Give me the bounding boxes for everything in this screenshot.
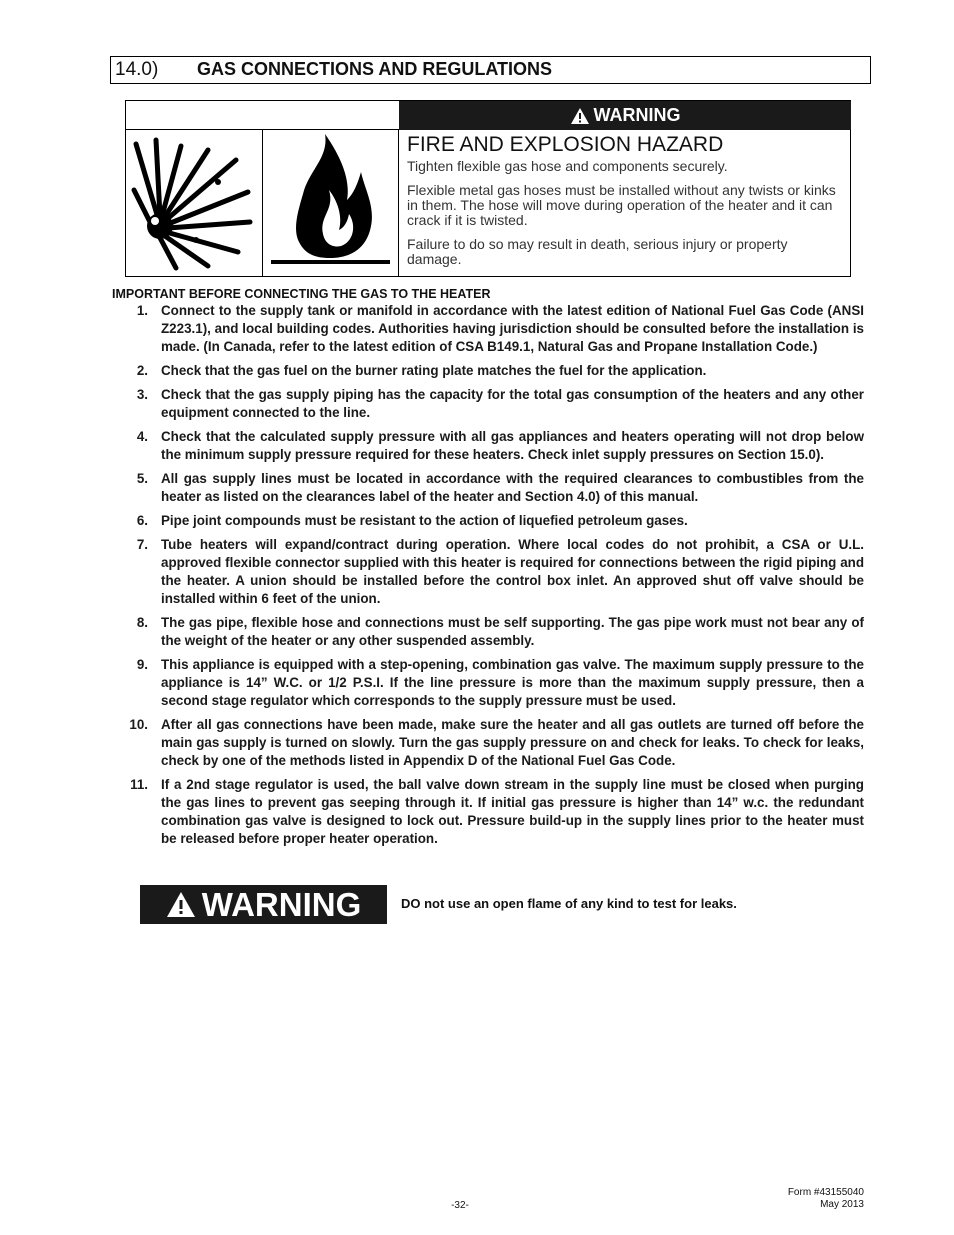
step-text: Check that the gas supply piping has the capacity for the total gas consumption of the heaters and any other equipment connected to the line. — [161, 387, 864, 420]
step-text: Connect to the supply tank or manifold in accordance with the latest edition of National Fuel Gas Code (ANSI Z223.1), and local building codes. Authorities having jurisdiction should be consulted before the installation is made. (In Canada, refer to the latest edition of CSA B149.1, Natural Gas and Propane Installation Code.) — [161, 303, 864, 354]
list-item — [112, 776, 864, 848]
list-item — [112, 716, 864, 770]
warning-label: WARNING — [593, 105, 681, 125]
step-number: 11. — [130, 777, 148, 792]
step-number: 1. — [136, 303, 148, 318]
hazard-paragraph-2: Flexible metal gas hoses must be installed without any twists or kinks in them. The hose will move during operation of the heater and it can crack if it is twisted. — [407, 182, 836, 228]
flame-icon — [263, 130, 398, 276]
explosion-pictogram — [126, 130, 263, 277]
flame-pictogram — [263, 130, 399, 277]
step-number: 2. — [136, 363, 148, 378]
step-number: 9. — [136, 657, 148, 672]
section-header — [110, 56, 871, 84]
step-text: After all gas connections have been made, make sure the heater and all gas outlets are turned off before the main gas supply is turned on slowly. Turn the gas supply pressure on and check for leaks. To check for leaks, check by one of the methods listed in Appendix D of the National Fuel Gas Code. — [161, 717, 864, 768]
list-item — [112, 428, 864, 464]
list-item — [112, 470, 864, 506]
form-date: May 2013 — [820, 1199, 864, 1210]
hazard-paragraph-3: Failure to do so may result in death, serious injury or property damage. — [407, 236, 788, 267]
hazard-warning-box — [125, 100, 851, 277]
bottom-warning-note: DO not use an open flame of any kind to test for leaks. — [401, 896, 737, 911]
form-number: Form #43155040 — [787, 1187, 864, 1198]
step-number: 8. — [136, 615, 148, 630]
step-text: Check that the gas fuel on the burner rating plate matches the fuel for the application. — [161, 363, 707, 378]
hazard-text — [407, 133, 845, 276]
step-number: 7. — [136, 537, 148, 552]
step-number: 3. — [136, 387, 148, 402]
step-text: Check that the calculated supply pressure with all gas appliances and heaters operating will not drop below the minimum supply pressure required for these heaters. Check inlet supply pressures on Section 15.0). — [161, 429, 864, 462]
steps-list — [112, 302, 864, 854]
warning-banner — [399, 101, 851, 130]
step-text: Pipe joint compounds must be resistant to the action of liquefied petroleum gases. — [161, 513, 688, 528]
step-text: Tube heaters will expand/contract during operation. Where local codes do not prohibit, a CSA or U.L. approved flexible connector supplied with this heater is required for connections between the rigid piping and the heater. A union should be installed before the control box inlet. An approved shut off valve should be installed within 6 feet of the union. — [161, 537, 864, 606]
step-number: 4. — [136, 429, 148, 444]
list-item — [112, 302, 864, 356]
alert-triangle-icon — [570, 107, 590, 125]
step-text: The gas pipe, flexible hose and connections must be self supporting. The gas pipe work must not bear any of the weight of the heater or any other suspended assembly. — [161, 615, 864, 648]
step-number: 5. — [136, 471, 148, 486]
page-number: -32- — [451, 1200, 469, 1211]
step-number: 6. — [136, 513, 148, 528]
section-number: 14.0) — [115, 59, 159, 80]
bottom-warning-label: WARNING — [201, 885, 362, 923]
explosion-icon — [126, 130, 262, 276]
list-item — [112, 536, 864, 608]
hazard-paragraph-1: Tighten flexible gas hose and components securely. — [407, 158, 728, 174]
step-number: 10. — [129, 717, 148, 732]
step-text: This appliance is equipped with a step-opening, combination gas valve. The maximum supply pressure to the appliance is 14” W.C. or 1/2 P.S.I. If the line pressure is more than the maximum supply pressure, then a second stage regulator which corresponds to the supply pressure must be used. — [161, 657, 864, 708]
list-item — [112, 512, 864, 530]
step-text: If a 2nd stage regulator is used, the ball valve down stream in the supply line must be closed when purging the gas lines to prevent gas seeping through it. If initial gas pressure is higher than 14” w.c. the redundant combination gas valve is designed to lock out. Pressure build-up in the supply lines prior to the heater must be released before proper heater operation. — [161, 777, 864, 846]
step-text: All gas supply lines must be located in accordance with the required clearances to combustibles from the heater as listed on the clearances label of the heater and Section 4.0) of this manual. — [161, 471, 864, 504]
important-heading: IMPORTANT BEFORE CONNECTING THE GAS TO THE HEATER — [112, 287, 491, 301]
hazard-title: FIRE AND EXPLOSION HAZARD — [407, 133, 724, 156]
section-title: GAS CONNECTIONS AND REGULATIONS — [197, 59, 553, 79]
list-item — [112, 656, 864, 710]
list-item — [112, 614, 864, 650]
list-item — [112, 386, 864, 422]
list-item — [112, 362, 864, 380]
bottom-warning-banner — [140, 885, 387, 924]
form-info — [788, 1187, 864, 1211]
alert-triangle-icon — [166, 891, 196, 918]
